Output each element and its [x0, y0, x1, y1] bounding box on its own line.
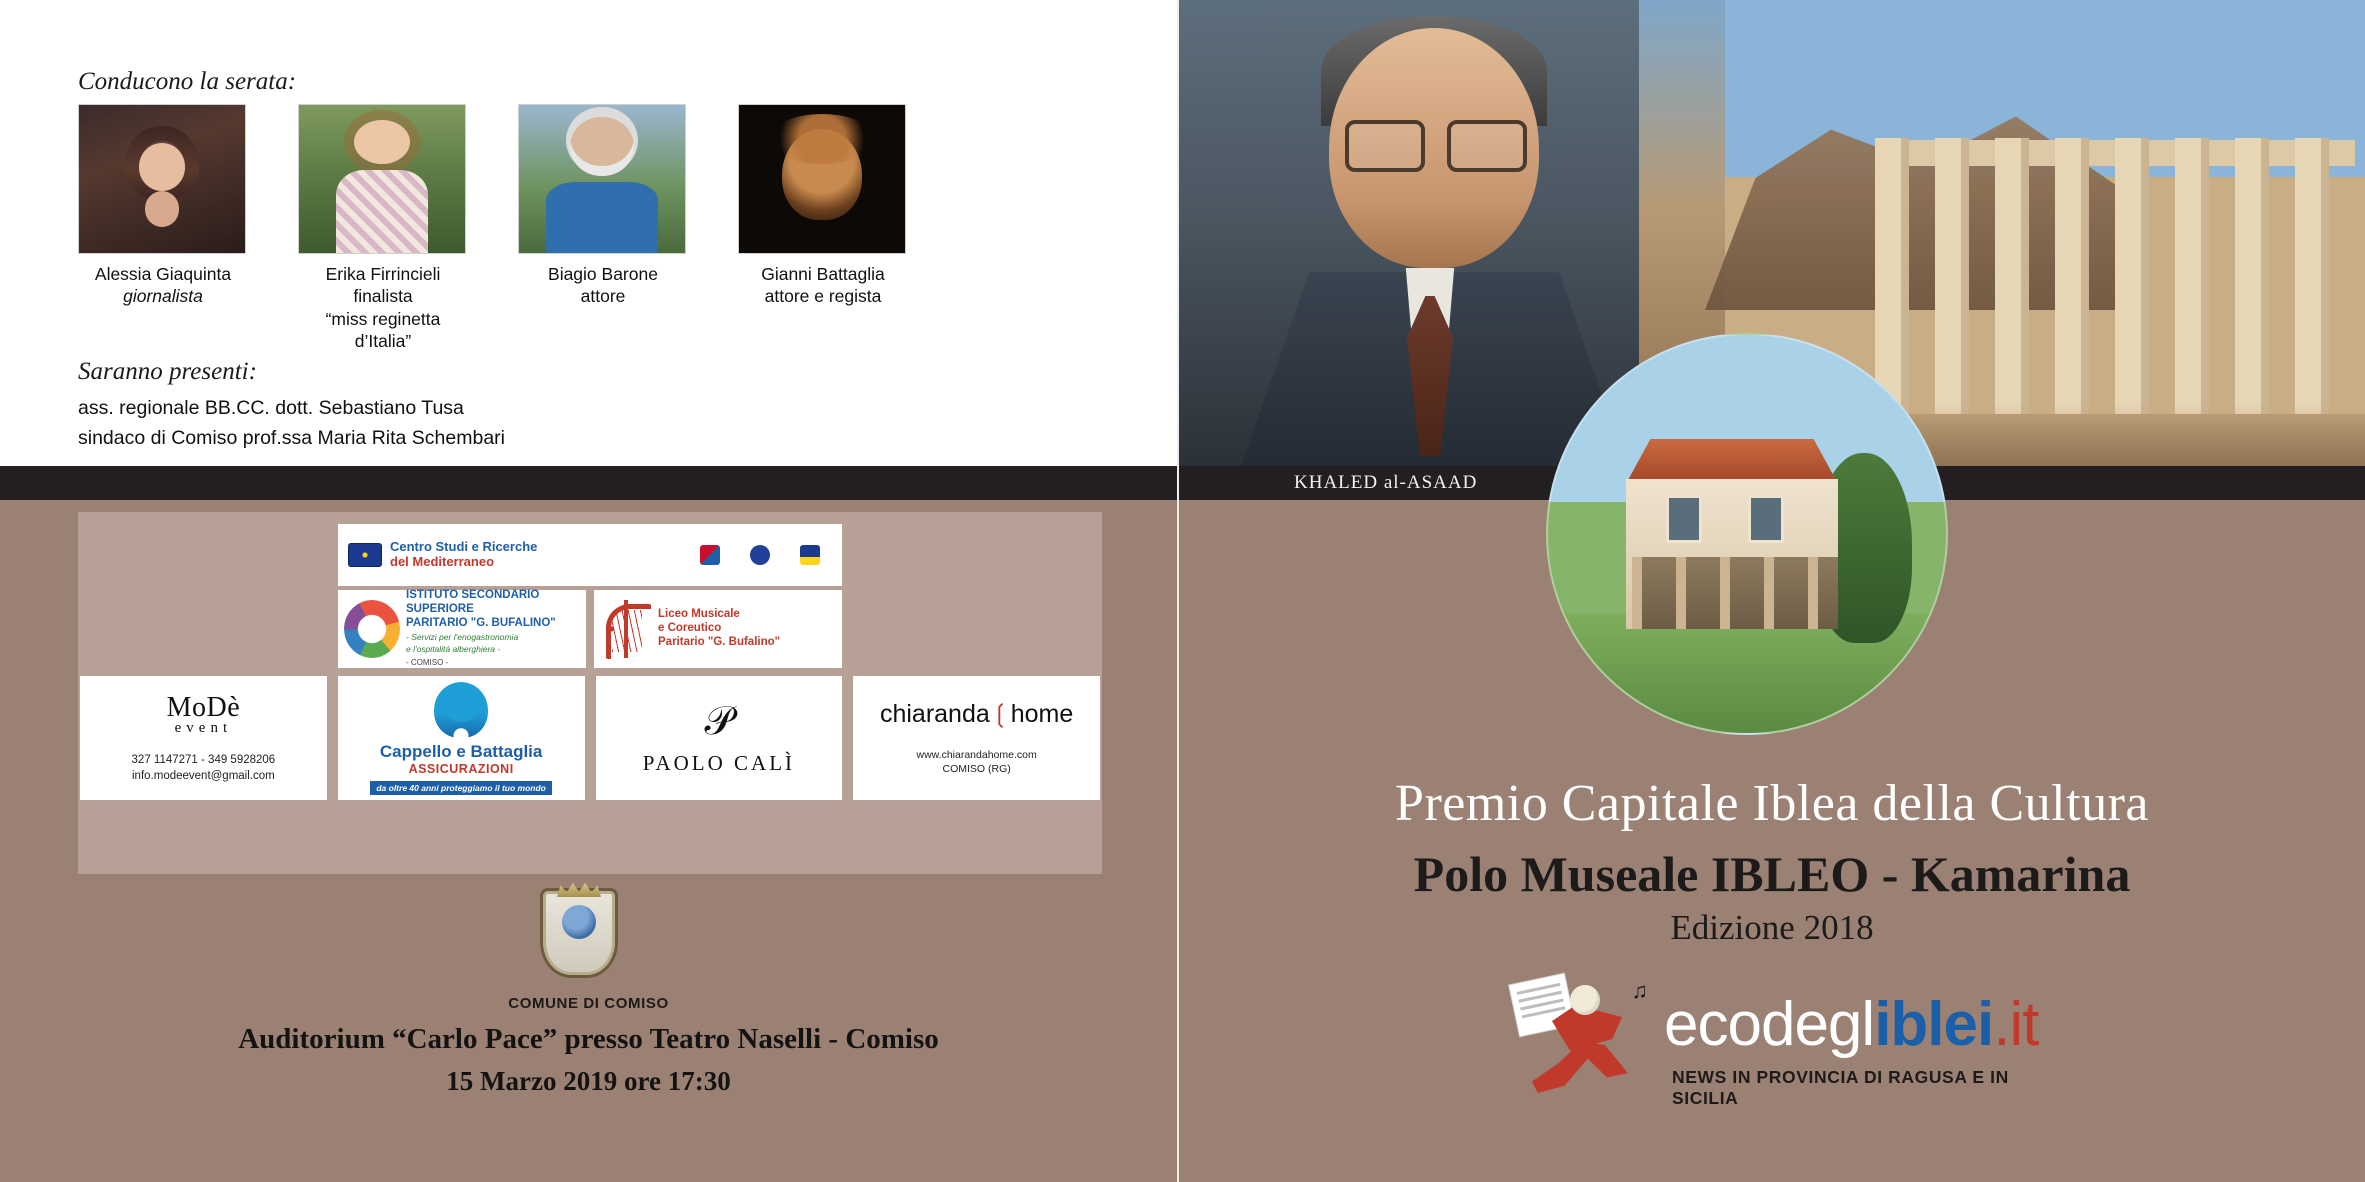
istituto-line-2: PARITARIO "G. BUFALINO" — [406, 617, 556, 630]
eu-flag-icon — [348, 543, 382, 567]
guests-heading: Saranno presenti: — [78, 358, 257, 385]
host-photo — [78, 104, 246, 254]
sponsor-row-bottom — [80, 676, 1100, 800]
host-photo — [298, 104, 466, 254]
liceo-text — [652, 608, 780, 649]
award-subtitle: Polo Museale IBLEO - Kamarina — [1413, 846, 2131, 902]
istituto-line-1: ISTITUTO SECONDARIO SUPERIORE — [406, 589, 540, 616]
guest-line-1: ass. regionale BB.CC. dott. Sebastiano Tusa — [78, 397, 464, 419]
award-edition: Edizione 2018 — [1670, 908, 1874, 947]
host-caption — [518, 263, 688, 308]
chiaranda-name-a: chiaranda — [879, 700, 990, 729]
istituto-line-5: - COMISO - — [406, 658, 449, 667]
csrm-text — [390, 540, 537, 570]
right-panel — [1179, 0, 2365, 1182]
host-name: Biagio Barone — [548, 264, 658, 284]
sponsor-istituto-bufalino — [338, 590, 586, 668]
csrm-line-1: Centro Studi e Ricerche — [390, 539, 538, 555]
liceo-line-3: Paritario "G. Bufalino" — [658, 635, 781, 648]
host-role: attore e regista — [764, 286, 882, 307]
istituto-line-4: e l'ospitalità alberghiera - — [406, 644, 501, 655]
host-role: finalista — [353, 286, 413, 307]
insurance-logo-icon — [434, 682, 488, 738]
csrm-left — [338, 540, 537, 570]
sponsor-block — [78, 512, 1102, 874]
chiaranda-name-b: home — [1010, 700, 1074, 729]
host-photo — [518, 104, 686, 254]
host-role-secondary: “miss reginetta d’Italia” — [325, 308, 441, 352]
mode-name: MoDè — [166, 691, 241, 723]
liceo-line-2: e Coreutico — [658, 622, 722, 635]
mode-sub: event — [174, 719, 233, 736]
cappello-sub: ASSICURAZIONI — [408, 761, 514, 776]
liceo-line-1: Liceo Musicale — [658, 608, 740, 621]
mode-phones: 327 1147271 - 349 5928206 — [131, 753, 276, 766]
swirl-icon — [344, 600, 400, 658]
sponsor-centro-studi — [338, 524, 842, 586]
sponsor-liceo-musicale — [594, 590, 842, 668]
host-card — [78, 104, 248, 308]
chiaranda-name — [880, 699, 1073, 729]
host-card — [518, 104, 688, 308]
host-name: Gianni Battaglia — [761, 264, 885, 284]
venue-text: Auditorium “Carlo Pace” presso Teatro Naselli - Comiso — [238, 1023, 939, 1055]
cappello-name: Cappello e Battaglia — [379, 741, 543, 761]
music-notes-icon: ♫ — [1631, 978, 1648, 1003]
harp-icon — [600, 600, 652, 658]
museum-circular-photo — [1546, 333, 1948, 735]
chiaranda-site: www.chiarandahome.com — [916, 749, 1037, 762]
photo-caption-text: KHALED al-ASAAD — [1294, 472, 1478, 493]
guest-line-2: sindaco di Comiso prof.ssa Maria Rita Schembari — [78, 427, 506, 449]
newsboy-mascot-icon — [1514, 975, 1664, 1095]
host-caption — [738, 263, 908, 308]
host-photo — [738, 104, 906, 254]
partner-logo-icon — [790, 538, 830, 572]
datetime-text: 15 Marzo 2019 ore 17:30 — [446, 1066, 731, 1096]
eco-wordmark — [1664, 989, 2038, 1060]
host-name: Erika Firrincieli — [325, 264, 441, 284]
left-dark-divider — [0, 466, 1177, 500]
hosts-row — [78, 104, 908, 353]
mode-contact — [132, 753, 276, 784]
chiaranda-contact — [917, 749, 1037, 776]
award-title: Premio Capitale Iblea della Cultura — [1395, 775, 2149, 832]
csrm-line-2: del Mediterraneo — [390, 554, 495, 569]
host-card — [738, 104, 908, 308]
monogram-icon: 𝒫 — [704, 697, 734, 743]
istituto-line-3: - Servizi per l'enogastronomia — [406, 631, 519, 642]
partner-logo-icon — [690, 538, 730, 572]
sponsor-mode-event — [80, 676, 327, 800]
eco-word-b: iblei — [1874, 990, 1994, 1059]
eco-word-c: .it — [1993, 990, 2039, 1059]
host-caption — [298, 263, 468, 353]
comune-label: COMUNE DI COMISO — [508, 995, 669, 1012]
host-role: attore — [580, 286, 626, 307]
partner-logo-icon — [740, 538, 780, 572]
comune-crest-icon — [540, 888, 616, 984]
hosts-heading: Conducono la serata: — [78, 68, 297, 95]
host-name: Alessia Giaquinta — [94, 264, 232, 284]
csrm-partner-logos — [690, 538, 842, 572]
istituto-text — [400, 589, 580, 668]
sponsor-cappello-battaglia — [338, 676, 585, 800]
sponsor-chiaranda-home — [853, 676, 1100, 800]
mode-email: info.modeevent@gmail.com — [132, 769, 275, 782]
host-card — [298, 104, 468, 353]
khaled-portrait-photo — [1179, 0, 1639, 466]
sponsor-paolo-cali — [596, 676, 843, 800]
chiaranda-accent-icon: ❲ — [989, 700, 1011, 729]
host-role: giornalista — [123, 286, 203, 307]
chiaranda-city: COMISO (RG) — [942, 763, 1011, 775]
host-caption — [78, 263, 248, 308]
cappello-tagline: da oltre 40 anni proteggiamo il tuo mondo — [370, 781, 552, 795]
eco-tagline: NEWS IN PROVINCIA DI RAGUSA E IN SICILIA — [1672, 1067, 2009, 1108]
ecodegliblei-logo[interactable] — [1474, 975, 2074, 1108]
paolocali-name: PAOLO CALÌ — [642, 750, 796, 775]
left-panel — [0, 0, 1177, 1182]
eco-word-a: ecodegl — [1664, 990, 1875, 1059]
